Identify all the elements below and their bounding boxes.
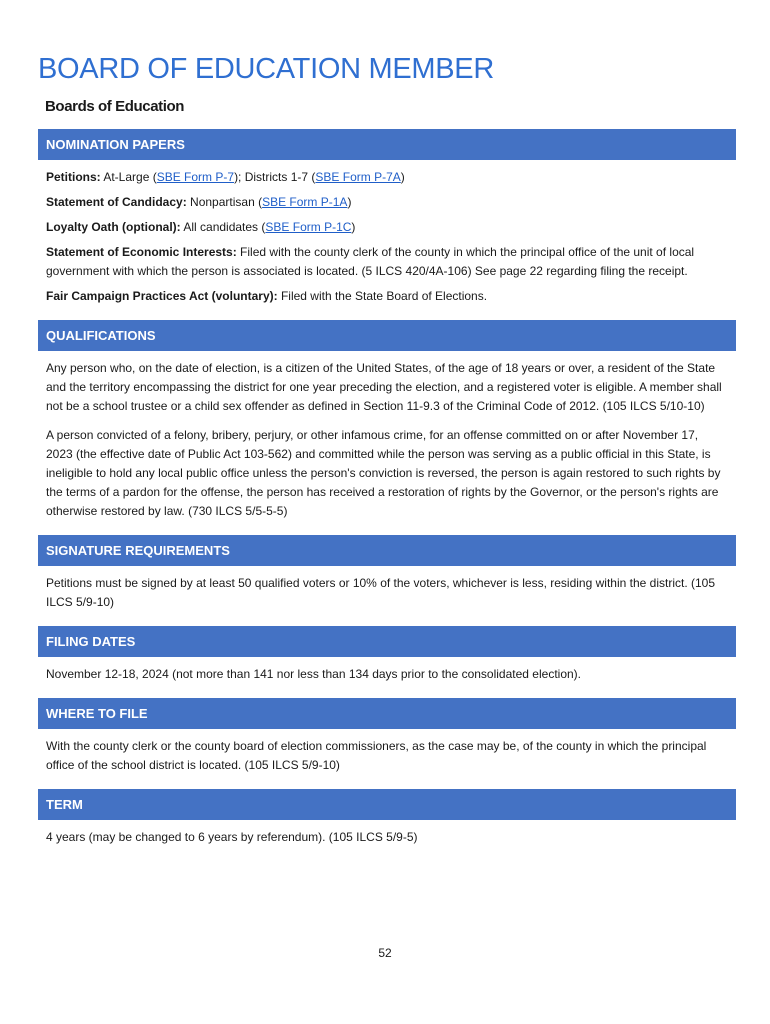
term-text: 4 years (may be changed to 6 years by referendum). (105 ILCS 5/9-5) [46,830,418,844]
candidacy-text: Nonpartisan ( [186,195,263,209]
document-page [38,52,736,853]
economic-interests-text: Filed with the county clerk of the county in which the principal office of the unit of local government with which the person is associated is located. (5 ILCS 420/4A-106) See page 22 regarding filing the receipt. [46,245,695,278]
candidacy-text: ) [347,195,352,209]
signature-text: Petitions must be signed by at least 50 qualified voters or 10% of the voters, whichever is less, residing within the district. (105 ILCS 5/9-10) [46,576,715,609]
fair-campaign-text: Filed with the State Board of Elections. [277,289,488,303]
qualifications-paragraph-2: A person convicted of a felony, bribery, perjury, or other infamous crime, for an offense committed on or after November 17, 2023 (the effective date of Public Act 103-562) and committed while the person was serving as a public official in this State, is ineligible to hold any local public office unless the person's conviction is reversed, the person is again restored to such rights by the terms of a pardon for the offense, the person has received a restoration of rights by the Governor, or the person's rights are otherwise restored by law. (730 ILCS 5/5-5-5) [46,428,721,518]
petitions-text: At-Large ( [100,170,157,184]
where-to-file-text: With the county clerk or the county board of election commissioners, as the case may be, of the county in which the principal office of the school district is located. (105 ILCS 5/9-10) [46,739,707,772]
economic-interests-label: Statement of Economic Interests: [46,245,237,259]
economic-interests-line [46,243,728,281]
sbe-form-p7-link[interactable]: SBE Form P-7 [156,170,235,184]
petitions-text: ); Districts 1-7 ( [234,170,316,184]
fair-campaign-label: Fair Campaign Practices Act (voluntary): [46,289,278,303]
sbe-form-p1a-link[interactable]: SBE Form P-1A [262,195,348,209]
page-title: BOARD OF EDUCATION MEMBER [38,53,494,85]
qualifications-paragraph-1: Any person who, on the date of election, is a citizen of the United States, of the age of 18 years or over, a resident of the State and the territory encompassing the district for one year preceding the election, and a registered voter is eligible. A member shall not be a school trustee or a child sex offender as defined in Section 11-9.3 of the Criminal Code of 2012. (105 ILCS 5/10-10) [46,361,722,413]
section-body-nomination [38,160,736,306]
loyalty-oath-line [46,218,728,237]
section-body-qualifications [38,351,736,521]
section-header-signature: SIGNATURE REQUIREMENTS [38,535,736,566]
petitions-text: ) [400,170,405,184]
section-header-qualifications: QUALIFICATIONS [38,320,736,351]
section-header-nomination: NOMINATION PAPERS [38,129,736,160]
candidacy-label: Statement of Candidacy: [46,195,187,209]
section-body-filing-dates [38,657,736,684]
fair-campaign-line [46,287,728,306]
candidacy-line [46,193,728,212]
loyalty-oath-label: Loyalty Oath (optional): [46,220,181,234]
section-body-where-to-file [38,729,736,775]
loyalty-oath-text: All candidates ( [180,220,266,234]
page-subtitle: Boards of Education [45,98,185,115]
section-header-where-to-file: WHERE TO FILE [38,698,736,729]
petitions-line [46,168,728,187]
section-body-term [38,820,736,847]
petitions-label: Petitions: [46,170,101,184]
filing-dates-text: November 12-18, 2024 (not more than 141 nor less than 134 days prior to the consolidated election). [46,667,581,681]
sbe-form-p1c-link[interactable]: SBE Form P-1C [265,220,352,234]
sbe-form-p7a-link[interactable]: SBE Form P-7A [315,170,401,184]
section-body-signature [38,566,736,612]
section-header-filing-dates: FILING DATES [38,626,736,657]
section-header-term: TERM [38,789,736,820]
page-number: 52 [378,946,392,960]
loyalty-oath-text: ) [351,220,356,234]
